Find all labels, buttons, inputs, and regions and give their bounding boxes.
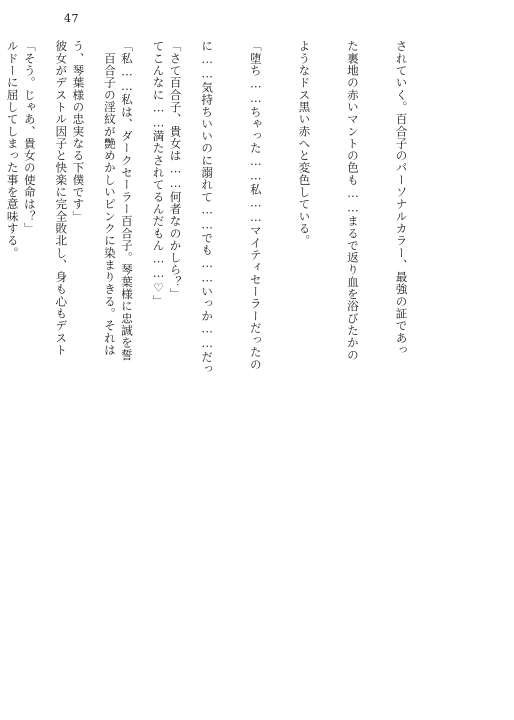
text-line: 「私……私は、ダークセーラー百合子。琴葉様に忠誠を誓 [119, 40, 134, 361]
text-line: 百合子の淫紋が艶めかしいピンクに染まりきる。それは [102, 40, 117, 356]
page-number: 47 [64, 12, 79, 25]
text-line: てこんなに……満たされてるんだもん……♡」 [151, 40, 166, 308]
text-line: されていく。百合子のパーソナルカラー、最強の証であっ [394, 40, 409, 356]
text-line: ルドーに屈してしまった事を意味する。 [5, 40, 20, 259]
text-column-left [0, 40, 216, 700]
text-line: 「さて百合子、貴女は……何者なのかしら？」 [168, 40, 183, 300]
text-line: た裏地の赤いマントの色も……まるで返り血を浴びたかの [345, 40, 360, 361]
text-line: う、琴葉様の忠実なる下僕です」 [71, 40, 86, 223]
text-line: 彼女がデストル因子と快楽に完全敗北し、身も心もデスト [54, 40, 69, 356]
text-line: に……気持ちいいのに溺れて……でも……いっか……だっ [200, 40, 215, 376]
text-line: ようなドス黒い赤へと変色している。 [297, 40, 312, 247]
text-line: 「堕ち……ちゃった……私……マイティセーラーだったの [248, 40, 263, 371]
text-line: 「そう。じゃあ、貴女の使命は？」 [22, 40, 37, 235]
